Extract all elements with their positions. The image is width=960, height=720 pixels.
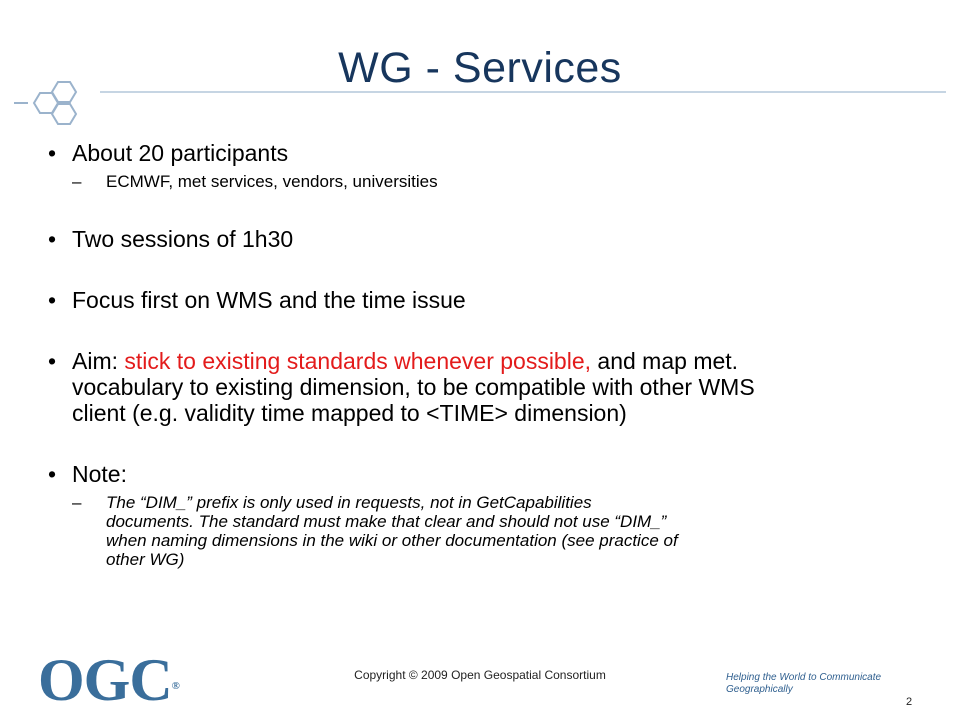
- sub-bullet-text: ECMWF, met services, vendors, universities: [106, 172, 438, 191]
- tagline-line-2: Geographically: [726, 684, 793, 695]
- dash-marker: –: [72, 172, 82, 191]
- bullet-note: • Note:: [48, 461, 928, 487]
- sub-bullet-participants: [48, 172, 928, 191]
- copyright-text: Copyright © 2009 Open Geospatial Consortium: [354, 668, 606, 682]
- slide-content: [48, 140, 928, 569]
- slide-title: WG - Services: [338, 44, 622, 92]
- note-line-3: when naming dimensions in the wiki or other documentation (see practice of: [106, 531, 678, 550]
- footer-tagline: [726, 672, 926, 696]
- registered-mark: ®: [171, 680, 179, 692]
- note-line-4: other WG): [106, 550, 185, 569]
- aim-line3: client (e.g. validity time mapped to <TIME> dimension): [72, 400, 627, 426]
- bullet-sessions: • Two sessions of 1h30: [48, 226, 928, 252]
- note-line-2: documents. The standard must make that clear and should not use “DIM_”: [106, 512, 667, 531]
- ogc-logo: [38, 647, 179, 713]
- ogc-logo-text: OGC: [38, 647, 172, 713]
- note-line-1: The “DIM_” prefix is only used in requests, not in GetCapabilities: [106, 493, 592, 512]
- dash-marker: –: [72, 493, 82, 512]
- bullet-participants: • About 20 participants: [48, 140, 928, 166]
- aim-line2: vocabulary to existing dimension, to be compatible with other WMS: [72, 374, 755, 400]
- aim-prefix: Aim:: [72, 348, 125, 374]
- aim-line1-rest: and map met.: [591, 348, 739, 374]
- sub-bullet-note: [48, 493, 928, 569]
- bullet-aim: [48, 348, 928, 426]
- bullet-focus: • Focus first on WMS and the time issue: [48, 287, 928, 313]
- aim-highlight: stick to existing standards whenever possible,: [124, 348, 592, 374]
- page-number: 2: [906, 696, 913, 708]
- tagline-line-1: Helping the World to Communicate: [726, 672, 882, 683]
